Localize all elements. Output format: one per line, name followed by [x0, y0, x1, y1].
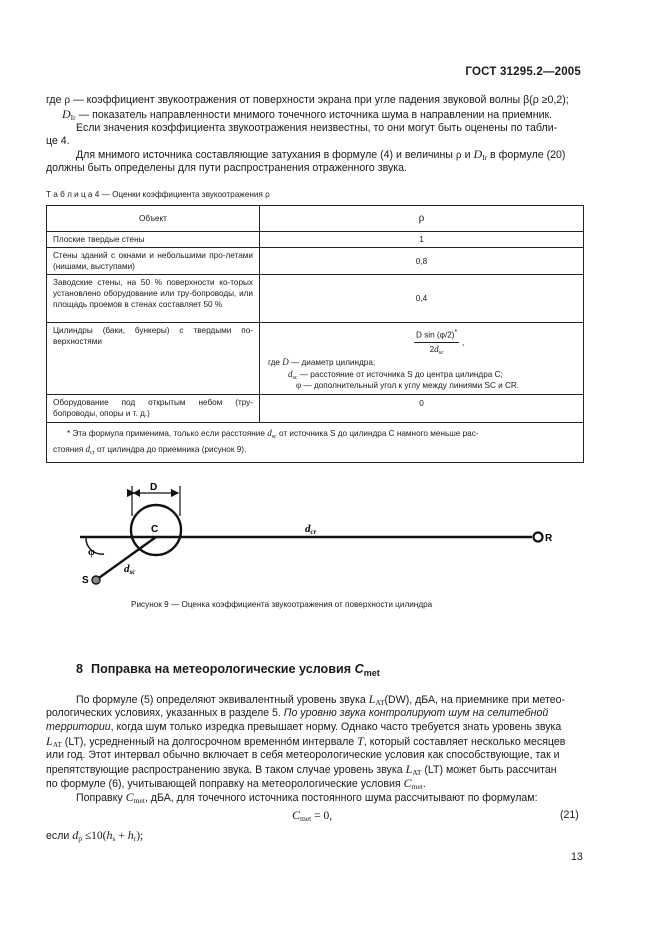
phi-symbol: φ	[296, 380, 302, 390]
intro-line-3: Если значения коэффициента звукоотражения неизвестны, то они могут быть оценены по табли-	[76, 122, 558, 134]
where-line-3	[296, 380, 519, 391]
table-caption	[46, 189, 270, 200]
page-number: 13	[571, 851, 583, 863]
symbol-d: d	[72, 828, 79, 842]
row-value: 1	[260, 232, 584, 248]
subscript: r	[133, 834, 137, 843]
text: где	[46, 94, 65, 106]
text: );	[136, 830, 144, 842]
text: и	[461, 149, 474, 161]
symbol-h: h	[106, 828, 113, 842]
label-dcr	[305, 523, 317, 536]
body-line-5: или год. Этот интервал обычно включает в себя метеорологические условия как способствующие, так и	[46, 749, 560, 761]
subscript: met	[363, 668, 380, 678]
text: , когда шум только изредка превышает норму. Однако часто требуется знать уровень звука	[110, 721, 562, 733]
text: по формуле (6), учитывающей поправку на метеорологические условия	[46, 778, 404, 790]
text: (LT), усредненный на долгосрочном временно́м интервале	[61, 736, 358, 748]
text: * Эта формула применима, только если расстояние	[67, 429, 268, 438]
label-C: C	[151, 524, 159, 535]
table-footnote	[47, 423, 584, 463]
subscript: cr	[310, 528, 317, 536]
symbol-D: D	[62, 107, 71, 121]
table-footnote-row	[47, 423, 584, 463]
table-row	[47, 232, 584, 248]
table-row	[47, 248, 584, 275]
italic-text: По уровню звука контролируют шум на селитебной	[283, 707, 549, 719]
footnote-mark: *	[454, 329, 458, 336]
text: в формуле (20)	[487, 149, 566, 161]
table-row-cylinders	[47, 323, 584, 395]
text: β(ρ ≥0,2);	[523, 94, 569, 106]
symbol-L: L	[368, 692, 376, 706]
rho-symbol: ρ	[455, 149, 462, 161]
text: ≤10(	[81, 830, 107, 842]
text: — дополнительный угол к углу между линиями SC и CR.	[301, 381, 520, 390]
body-line-8	[76, 790, 538, 808]
text: — диаметр цилиндра;	[288, 358, 376, 367]
body-line-2	[46, 706, 548, 720]
row-object: Плоские твердые стены	[47, 232, 260, 248]
intro-line-6: должны быть определены для пути распространения отраженного звука.	[46, 162, 407, 174]
text: — расстояние от источника S до центра цилиндра C;	[297, 370, 503, 379]
symbol-d: d	[434, 343, 439, 354]
row-value-formula	[260, 323, 584, 395]
arrow-head-left	[133, 489, 140, 497]
text: стояния	[53, 445, 86, 454]
row-value: 0,4	[260, 275, 584, 323]
table-caption-text: — Оценки коэффициента звукоотражения	[99, 190, 266, 199]
figure-9	[0, 470, 661, 590]
symbol-L: L	[405, 762, 413, 776]
table-header-row	[47, 206, 584, 232]
text: препятствующие распространению звука. В таком случае уровень звука	[46, 764, 406, 776]
symbol-C: C	[125, 790, 134, 804]
footnote-line-2	[53, 443, 577, 459]
symbol-C: C	[403, 776, 412, 790]
text: Для мнимого источника составляющие затухания в формуле (4) и величины	[76, 149, 456, 161]
symbol-d: d	[305, 523, 311, 535]
subscript: p	[78, 834, 82, 843]
section-title: Поправка на метеорологические условия	[91, 662, 355, 676]
subscript: sc	[271, 434, 277, 440]
label-R: R	[545, 533, 553, 544]
source-point	[92, 576, 100, 584]
text: +	[115, 830, 128, 842]
label-dsc	[124, 563, 135, 576]
text: от цилиндра до приемника (рисунок 9).	[94, 445, 247, 454]
subscript: AT	[375, 698, 385, 707]
label-D: D	[150, 482, 158, 493]
text: .	[422, 778, 426, 790]
subscript: met	[411, 782, 423, 791]
rho-symbol: ρ	[64, 94, 71, 106]
subscript: cr	[90, 450, 95, 456]
subscript: sc	[129, 568, 136, 576]
symbol-D: D	[473, 147, 483, 161]
intro-line-4: це 4.	[46, 135, 70, 147]
italic-text: территории	[46, 721, 111, 733]
rho-symbol: ρ	[418, 212, 425, 224]
text: от источника S до цилиндра C намного меньше рас-	[276, 429, 479, 438]
table-caption-prefix: Т а б л и ц а 4	[46, 190, 100, 199]
condition-line	[46, 828, 143, 846]
subscript: Ir	[482, 153, 488, 162]
text: (DW), дБА, на приемнике при метео-	[384, 694, 566, 706]
text: 2	[429, 344, 435, 354]
equation-number: (21)	[560, 809, 579, 821]
formula	[414, 327, 459, 359]
table-row	[47, 395, 584, 423]
body-line-3	[46, 720, 561, 734]
equation-rhs: = 0,	[311, 810, 333, 822]
text: (LT) может быть рассчитан	[421, 764, 557, 776]
subscript: AT	[412, 768, 422, 777]
where-line-1	[268, 357, 375, 368]
text: где	[268, 358, 283, 367]
row-object: Заводские стены, на 50 % поверхности ко-торых установлено оборудование или тру-бопроводы, или площадь проемов в стенах составляет 50 %	[47, 275, 260, 323]
figure-caption: Рисунок 9 — Оценка коэффициента звукоотражения от поверхности цилиндра	[131, 600, 433, 609]
formula-numerator: D sin (φ/2)	[416, 330, 455, 340]
text: , который составляет несколько месяцев	[363, 736, 566, 748]
document-number: ГОСТ 31295.2—2005	[465, 66, 581, 78]
symbol-d: d	[288, 369, 293, 379]
row-value: 0,8	[260, 248, 584, 275]
subscript: Ir	[70, 113, 76, 122]
row-object: Стены зданий с окнами и небольшими про-летами (нишами, выступами)	[47, 248, 260, 275]
subscript: AT	[52, 740, 62, 749]
symbol-C: C	[292, 808, 301, 822]
label-S: S	[82, 575, 89, 586]
symbol-C: C	[354, 662, 364, 676]
section-heading	[76, 662, 380, 678]
intro-line-1	[46, 93, 569, 107]
formula-comma: ,	[462, 338, 465, 347]
header-object: Объект	[47, 206, 260, 232]
row-object: Цилиндры (баки, бункеры) с твердыми по-верхностями	[47, 323, 260, 395]
subscript: met	[300, 814, 312, 823]
footnote-line-1	[53, 427, 577, 443]
section-number: 8	[76, 662, 84, 676]
table-4	[46, 205, 584, 463]
symbol-d: d	[267, 428, 272, 438]
symbol-D: D	[282, 357, 289, 367]
symbol-d: d	[124, 563, 130, 575]
subscript: sc	[292, 375, 298, 381]
receiver-point	[534, 533, 543, 542]
symbol-L: L	[46, 734, 53, 748]
text: рологических условиях, указанных в разделе 5.	[46, 707, 284, 719]
header-rho	[260, 206, 584, 232]
table-row	[47, 275, 584, 323]
rho-symbol: ρ	[265, 190, 270, 199]
label-phi: φ	[88, 546, 95, 558]
text: — коэффициент звукоотражения от поверхности экрана при угле падения звуковой волны	[70, 94, 524, 106]
subscript: sc	[438, 349, 444, 356]
subscript: met	[133, 796, 145, 805]
text: Поправку	[76, 792, 126, 804]
row-object: Оборудование под открытым небом (тру-бопроводы, опоры и т. д.)	[47, 395, 260, 423]
text: если	[46, 830, 73, 842]
text: — показатель направленности мнимого точечного источника шума в направлении на приемник.	[75, 109, 553, 121]
text: , дБА, для точечного источника постоянного шума рассчитывают по формулам:	[144, 792, 538, 804]
symbol-d: d	[85, 444, 91, 454]
subscript: s	[112, 834, 116, 843]
row-value: 0	[260, 395, 584, 423]
formula-denominator	[414, 343, 459, 359]
symbol-h: h	[127, 828, 134, 842]
equation-21	[292, 808, 332, 826]
text: По формуле (5) определяют эквивалентный уровень звука	[76, 694, 369, 706]
symbol-T: T	[357, 734, 364, 748]
